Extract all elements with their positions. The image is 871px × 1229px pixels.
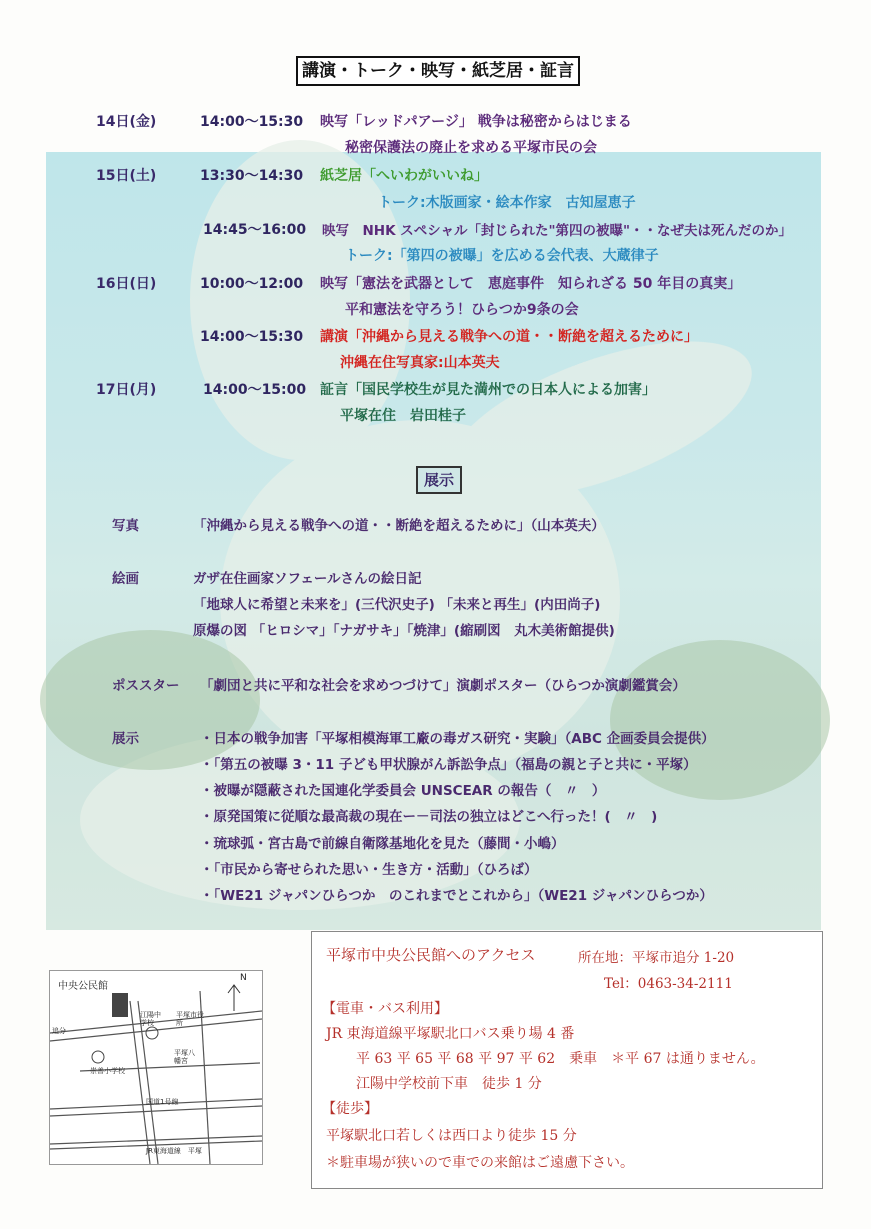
access-heading: 平塚市中央公民館へのアクセス: [326, 946, 536, 964]
exhibit-heading: 展示: [416, 466, 462, 494]
map-primary-label: 崇善小学校: [90, 1067, 125, 1075]
event-title: 紙芝居「へいわがいいね」: [320, 168, 488, 184]
event-sub: 平和憲法を守ろう！ひらつか9条の会: [345, 302, 579, 318]
event-title: 映写 NHK スペシャル「封じられた"第四の被曝"・・なぜ夫は死んだのか」: [322, 223, 793, 239]
train-label: 【電車・バス利用】: [322, 1001, 448, 1017]
event-sub: 秘密保護法の廃止を求める平塚市民の会: [345, 140, 597, 156]
map-north-label: N: [240, 973, 247, 983]
map-oiwake-label: 追分: [52, 1027, 66, 1035]
time-label: 13:30～14:30: [200, 168, 304, 184]
access-map: [49, 970, 263, 1165]
event-title: 映写「レッドパアージ」 戦争は秘密からはじまる: [320, 114, 632, 130]
map-school-label: 江陽中学校: [140, 1011, 161, 1027]
poster-label: ポススター: [112, 678, 180, 694]
map-line-label: JR東海道線 平塚: [146, 1147, 202, 1155]
event-sub: 沖縄在住写真家:山本英夫: [340, 355, 500, 371]
painting-label: 絵画: [112, 571, 139, 587]
day-label: 14日(金): [96, 114, 157, 130]
walk-label: 【徒歩】: [322, 1101, 378, 1117]
display-item: ・琉球弧・宮古島で前線自衛隊基地化を見た（藤間・小嶋）: [200, 836, 565, 852]
photo-text: 「沖縄から見える戦争への道・・断絶を超えるために」（山本英夫）: [193, 518, 605, 534]
primary-school-marker: [92, 1051, 104, 1063]
day-label: 16日(日): [96, 276, 157, 292]
display-item: ・「第五の被曝 3・11 子ども甲状腺がん訴訟争点」（福島の親と子と共に・平塚）: [200, 757, 697, 773]
map-drawing: [50, 971, 262, 1164]
display-item: ・原発国策に従順な最高裁の現在ー－司法の独立はどこへ行った！( 〃 ): [200, 809, 658, 825]
event-sub: トーク:木版画家・絵本作家 古知屋恵子: [378, 195, 636, 211]
painting-text: ガザ在住画家ソフェールさんの絵日記: [193, 571, 422, 587]
time-label: 14:00～15:30: [200, 329, 304, 345]
time-label: 14:45～16:00: [203, 222, 307, 238]
event-sub: トーク:「第四の被曝」を広める会代表、大蔵律子: [345, 248, 659, 264]
painting-text: 「地球人に希望と未来を」(三代沢史子) 「未来と再生」(内田尚子): [193, 597, 601, 613]
display-item: ・「WE21 ジャパンひらつか のこれまでとこれから」（WE21 ジャパンひらつか）: [200, 888, 713, 904]
train-line-3: 江陽中学校前下車 徒歩 1 分: [356, 1076, 542, 1092]
day-label: 15日(土): [96, 168, 157, 184]
map-shrine-label: 平塚八幡宮: [174, 1049, 195, 1065]
poster-text: 「劇団と共に平和な社会を求めつづけて」演劇ポスター（ひらつか演劇鑑賞会）: [200, 678, 686, 694]
page-title: 講演・トーク・映写・紙芝居・証言: [296, 56, 580, 86]
map-hall-label: 中央公民館: [58, 981, 108, 992]
display-item: ・被曝が隠蔽された国連化学委員会 UNSCEAR の報告（ 〃 ）: [200, 783, 606, 799]
hall-marker: [112, 993, 128, 1017]
event-title: 講演「沖縄から見える戦争への道・・断絶を超えるために」: [320, 329, 698, 345]
display-item: ・「市民から寄せられた思い・生き方・活動」（ひろば）: [200, 862, 538, 878]
walk-line: 平塚駅北口若しくは西口より徒歩 15 分: [326, 1128, 577, 1144]
painting-text: 原爆の図 「ヒロシマ」「ナガサキ」「焼津」(縮刷図 丸木美術館提供): [193, 623, 615, 639]
access-tel: Tel：0463-34-2111: [604, 976, 733, 992]
parking-note: ＊駐車場が狭いので車での来館はご遠慮下さい。: [326, 1155, 634, 1171]
school-marker: [146, 1027, 158, 1039]
display-item: ・日本の戦争加害「平塚相模海軍工廠の毒ガス研究・実験」（ABC 企画委員会提供）: [200, 731, 715, 747]
north-arrow-icon: [228, 985, 240, 1011]
access-address: 所在地：平塚市追分 1-20: [578, 950, 735, 966]
event-title: 証言「国民学校生が見た満州での日本人による加害」: [320, 382, 656, 398]
event-title: 映写「憲法を武器として 恵庭事件 知られざる 50 年目の真実」: [320, 276, 742, 292]
time-label: 14:00～15:30: [200, 114, 304, 130]
map-cityhall-label: 平塚市役所: [176, 1011, 204, 1027]
photo-label: 写真: [112, 518, 139, 534]
time-label: 10:00～12:00: [200, 276, 304, 292]
map-route1-label: 国道1号線: [146, 1098, 179, 1106]
train-line-2: 平 63 平 65 平 68 平 97 平 62 乗車 ＊平 67 は通りません。: [356, 1051, 765, 1067]
train-line-1: JR 東海道線平塚駅北口バス乗り場 4 番: [326, 1026, 575, 1042]
display-label: 展示: [112, 731, 139, 747]
day-label: 17日(月): [96, 382, 157, 398]
access-box: [311, 931, 823, 1189]
event-sub: 平塚在住 岩田桂子: [340, 408, 466, 424]
time-label: 14:00～15:00: [203, 382, 307, 398]
